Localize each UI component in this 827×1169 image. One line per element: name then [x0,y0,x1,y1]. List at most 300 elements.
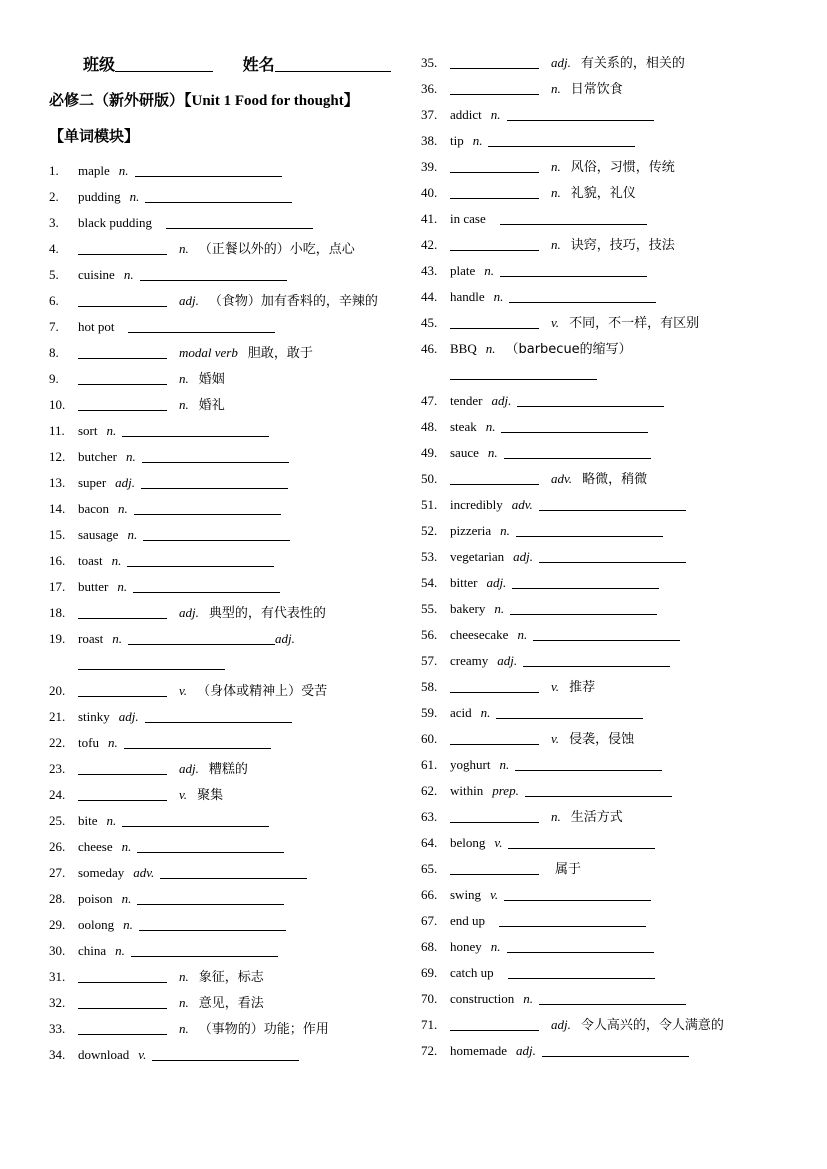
entry-word: within [450,783,484,798]
answer-blank[interactable] [450,730,539,745]
entry-number: 70. [421,991,438,1006]
word-entry [421,781,781,801]
entry-number: 59. [421,705,438,720]
entry-number: 41. [421,211,438,226]
entry-number: 53. [421,549,438,564]
answer-blank[interactable] [450,470,539,485]
entry-line [450,625,680,645]
entry-line [78,1019,329,1040]
word-entry [49,837,399,857]
part-of-speech: adj. [118,709,139,724]
word-entry [49,239,399,259]
answer-blank[interactable] [517,392,664,407]
answer-blank[interactable] [450,1016,539,1031]
answer-blank[interactable] [78,240,167,255]
word-entry [421,885,781,905]
chinese-meaning: 聚集 [197,788,224,803]
class-field[interactable] [115,57,213,72]
answer-blank[interactable] [160,864,307,879]
word-entry [421,157,781,177]
part-of-speech: adj. [179,761,199,776]
part-of-speech: n. [551,809,561,824]
entry-number: 33. [49,1021,66,1036]
answer-blank[interactable] [145,188,292,203]
word-entry [49,603,399,623]
answer-blank[interactable] [78,968,167,983]
answer-blank[interactable] [133,578,280,593]
answer-blank[interactable] [504,444,651,459]
entry-number: 40. [421,185,438,200]
entry-number: 22. [49,735,66,750]
entry-number: 49. [421,445,438,460]
word-entry [421,183,781,203]
answer-blank-continued[interactable] [78,655,225,670]
word-entry [421,989,781,1009]
answer-blank[interactable] [450,314,539,329]
entry-number: 48. [421,419,438,434]
entry-word: bite [78,813,98,828]
part-of-speech: v. [551,679,560,694]
entry-word: tender [450,393,483,408]
answer-blank[interactable] [499,912,646,927]
entry-line [450,313,699,334]
chinese-meaning: 不同，不一样，有区别 [569,316,700,331]
entry-line [78,863,307,883]
entry-line [78,525,290,545]
part-of-speech: n. [485,341,496,356]
part-of-speech: v. [179,787,188,802]
entry-number: 15. [49,527,66,542]
word-entry [421,911,781,931]
word-entry [421,261,781,281]
answer-blank[interactable] [450,80,539,95]
entry-word: swing [450,887,482,902]
entry-line [78,239,355,260]
entry-number: 5. [49,267,59,282]
entry-number: 7. [49,319,59,334]
chinese-meaning: 典型的，有代表性的 [208,606,326,621]
entry-word: acid [450,705,472,720]
part-of-speech: n. [106,423,117,438]
word-entry [421,755,781,775]
answer-blank[interactable] [539,496,686,511]
answer-blank[interactable] [450,678,539,693]
word-entry [49,733,399,753]
answer-blank[interactable] [78,994,167,1009]
word-entry [421,807,781,827]
part-of-speech: modal verb [179,345,238,360]
entry-number: 65. [421,861,438,876]
entry-number: 20. [49,683,66,698]
answer-blank[interactable] [516,522,663,537]
entry-line [450,755,662,775]
entry-line [78,941,278,961]
entry-line [450,677,595,698]
entry-line [450,79,623,100]
entry-line [450,339,632,360]
entry-number: 61. [421,757,438,772]
part-of-speech: v. [551,315,560,330]
entry-line [78,343,313,364]
entry-word: tofu [78,735,99,750]
entry-number: 24. [49,787,66,802]
chinese-meaning: （身体或精神上）受苦 [197,684,328,699]
entry-number: 2. [49,189,59,204]
answer-blank[interactable] [507,106,654,121]
entry-number: 43. [421,263,438,278]
part-of-speech: v. [490,887,499,902]
entry-number: 45. [421,315,438,330]
answer-blank[interactable] [152,1046,299,1061]
word-entry [421,339,781,359]
chinese-meaning: 象征，标志 [198,970,264,985]
part-of-speech: n. [107,735,118,750]
entry-line [450,781,672,801]
word-entry [421,703,781,723]
entry-line [450,183,636,204]
word-entry [421,79,781,99]
answer-blank[interactable] [542,1042,689,1057]
answer-blank[interactable] [450,158,539,173]
entry-line [78,993,264,1014]
answer-blank[interactable] [131,942,278,957]
answer-blank[interactable] [78,786,167,801]
answer-blank[interactable] [124,734,271,749]
entry-line [450,521,663,541]
entry-word: plate [450,263,476,278]
entry-number: 16. [49,553,66,568]
part-of-speech: n. [484,263,495,278]
class-label: 班级 [83,55,116,74]
part-of-speech: adj. [551,55,571,70]
entry-line [78,1045,299,1065]
entry-word: belong [450,835,486,850]
part-of-speech: n. [112,631,123,646]
word-entry [421,53,781,73]
answer-blank[interactable] [137,838,284,853]
entry-word: stinky [78,709,110,724]
entry-number: 35. [421,55,438,70]
answer-blank[interactable] [142,448,289,463]
word-entry [421,547,781,567]
entry-word: handle [450,289,485,304]
answer-blank[interactable] [450,184,539,199]
part-of-speech: adj. [179,293,199,308]
entry-line [450,261,647,281]
part-of-speech: n. [115,943,125,958]
word-entry [421,833,781,853]
word-entry [49,1019,399,1039]
answer-blank[interactable] [78,1020,167,1035]
entry-number: 28. [49,891,66,906]
entry-word: honey [450,939,482,954]
chinese-meaning: 糟糕的 [208,762,248,777]
entry-line [450,703,643,723]
answer-blank[interactable] [515,756,662,771]
word-entry [49,213,399,233]
entry-word: pizzeria [450,523,492,538]
answer-blank[interactable] [539,548,686,563]
word-entry [49,291,399,311]
entry-number: 25. [49,813,66,828]
entry-number: 1. [49,163,59,178]
word-entry [49,525,399,545]
entry-line [450,963,655,983]
answer-blank[interactable] [140,266,287,281]
entry-number: 12. [49,449,66,464]
entry-number: 50. [421,471,438,486]
answer-blank[interactable] [533,626,680,641]
entry-line [78,291,378,312]
part-of-speech: adv. [551,471,573,486]
entry-line [78,369,225,390]
part-of-speech: v. [138,1047,147,1062]
answer-blank[interactable] [488,132,635,147]
word-entry [49,187,399,207]
entry-number: 68. [421,939,438,954]
entry-line [450,443,651,463]
word-entry [49,993,399,1013]
entry-number: 38. [421,133,438,148]
word-entry [49,863,399,883]
entry-number: 14. [49,501,66,516]
answer-blank[interactable] [128,318,275,333]
entry-line [450,287,656,307]
answer-blank[interactable] [135,162,282,177]
answer-blank[interactable] [134,500,281,515]
part-of-speech: n. [485,419,496,434]
entry-word: addict [450,107,482,122]
entry-number: 8. [49,345,59,360]
entry-number: 3. [49,215,59,230]
chinese-meaning: （正餐以外的）小吃，点心 [198,242,355,257]
entry-word: oolong [78,917,115,932]
entry-word: black pudding [78,215,153,230]
answer-blank[interactable] [450,54,539,69]
part-of-speech: n. [179,969,189,984]
answer-blank[interactable] [78,604,167,619]
answer-blank[interactable] [78,396,167,411]
entry-word: someday [78,865,125,880]
entry-line [450,417,648,437]
word-entry [421,131,781,151]
word-entry [49,343,399,363]
entry-word: steak [450,419,477,434]
answer-blank[interactable] [137,890,284,905]
entry-word: sauce [450,445,479,460]
answer-blank[interactable] [525,782,672,797]
chinese-meaning: 日常饮食 [570,82,623,97]
word-entry [421,469,781,489]
entry-line [450,651,670,671]
part-of-speech: adv. [511,497,533,512]
entry-line [450,807,623,828]
entry-line [450,131,635,151]
word-entry [49,889,399,909]
part-of-speech: n. [111,553,122,568]
part-of-speech-2: adj. [275,631,295,646]
answer-blank[interactable] [512,574,659,589]
entry-number: 6. [49,293,59,308]
entry-word: in case [450,211,486,226]
word-entry [49,161,399,181]
entry-line [78,395,225,416]
entry-line [78,577,280,597]
entry-word: creamy [450,653,489,668]
entry-line [450,729,634,750]
word-entry [49,473,399,493]
part-of-speech: n. [480,705,491,720]
answer-blank[interactable] [78,370,167,385]
part-of-speech: v. [179,683,188,698]
word-entry [421,105,781,125]
part-of-speech: adj. [516,1043,536,1058]
part-of-speech: n. [179,995,189,1010]
word-entry [49,447,399,467]
part-of-speech: n. [121,891,132,906]
word-entry [421,599,781,619]
word-entry [49,1045,399,1065]
part-of-speech: v. [494,835,503,850]
word-entry [49,681,399,701]
chinese-meaning: 意见，看法 [198,996,264,1011]
entry-number: 58. [421,679,438,694]
answer-blank[interactable] [507,938,654,953]
entry-line [450,235,675,256]
answer-blank[interactable] [496,704,643,719]
part-of-speech: n. [494,601,505,616]
answer-blank[interactable] [504,886,651,901]
part-of-speech: adv. [133,865,155,880]
entry-line [78,317,275,337]
part-of-speech: n. [123,917,133,932]
entry-number: 18. [49,605,66,620]
entry-number: 32. [49,995,66,1010]
answer-blank[interactable] [166,214,313,229]
entry-line [450,937,654,957]
answer-blank[interactable] [143,526,290,541]
answer-blank[interactable] [450,808,539,823]
entry-number: 29. [49,917,66,932]
entry-word: download [78,1047,130,1062]
answer-blank[interactable] [78,292,167,307]
chinese-meaning: 风俗，习惯，传统 [570,160,675,175]
part-of-speech: n. [551,237,561,252]
entry-number: 56. [421,627,438,642]
entry-number: 42. [421,237,438,252]
entry-line [78,681,327,702]
answer-blank[interactable] [523,652,670,667]
entry-number: 10. [49,397,66,412]
part-of-speech: n. [118,501,128,516]
word-entry [49,499,399,519]
answer-blank[interactable] [145,708,292,723]
answer-blank[interactable] [78,682,167,697]
entry-line [450,911,646,931]
part-of-speech: adj. [551,1017,571,1032]
entry-number: 39. [421,159,438,174]
entry-number: 62. [421,783,438,798]
part-of-speech: prep. [492,783,519,798]
part-of-speech: n. [106,813,117,828]
entry-number: 13. [49,475,66,490]
entry-line [450,573,659,593]
answer-blank-continued[interactable] [450,365,597,380]
entry-number: 31. [49,969,66,984]
answer-blank[interactable] [508,964,655,979]
word-entry [421,729,781,749]
part-of-speech: adj. [497,653,518,668]
chinese-meaning: 侵袭，侵蚀 [569,732,635,747]
entry-number: 52. [421,523,438,538]
chinese-meaning: （食物）加有香料的，辛辣的 [208,294,378,309]
answer-blank[interactable] [139,916,286,931]
answer-blank[interactable] [508,834,655,849]
answer-blank[interactable] [122,422,269,437]
class-name-line [83,52,391,75]
name-field[interactable] [275,57,391,72]
section-title: 【单词模块】 [49,127,140,145]
entry-line [78,707,292,727]
entry-word: butcher [78,449,117,464]
answer-blank[interactable] [539,990,686,1005]
word-entry [421,1015,781,1035]
chinese-meaning: 略微，稍微 [582,472,648,487]
entry-line [78,811,269,831]
entry-word: incredibly [450,497,503,512]
entry-word: homemade [450,1043,508,1058]
answer-blank[interactable] [450,236,539,251]
entry-word: poison [78,891,113,906]
part-of-speech: n. [493,289,504,304]
answer-blank[interactable] [141,474,288,489]
answer-blank[interactable] [128,630,275,645]
answer-blank[interactable] [122,812,269,827]
word-entry [49,551,399,571]
answer-blank[interactable] [510,600,657,615]
entry-number: 9. [49,371,59,386]
entry-line [450,105,654,125]
answer-blank[interactable] [500,210,647,225]
answer-blank[interactable] [127,552,274,567]
part-of-speech: n. [179,397,189,412]
entry-number: 44. [421,289,438,304]
part-of-speech: n. [499,757,510,772]
entry-number: 34. [49,1047,66,1062]
part-of-speech: adj. [513,549,534,564]
entry-line [78,499,281,519]
answer-blank[interactable] [500,262,647,277]
answer-blank[interactable] [509,288,656,303]
answer-blank[interactable] [501,418,648,433]
part-of-speech: n. [179,241,189,256]
word-entry [49,369,399,389]
answer-blank[interactable] [450,860,539,875]
entry-line [450,469,647,490]
entry-word: sausage [78,527,119,542]
part-of-speech: n. [179,371,189,386]
answer-blank[interactable] [78,760,167,775]
entry-word: vegetarian [450,549,505,564]
entry-line [450,157,675,178]
answer-blank[interactable] [78,344,167,359]
word-entry [49,395,399,415]
part-of-speech: n. [129,189,140,204]
word-entry [421,235,781,255]
entry-number: 4. [49,241,59,256]
chinese-meaning: （事物的）功能；作用 [198,1022,329,1037]
entry-line [78,837,284,857]
